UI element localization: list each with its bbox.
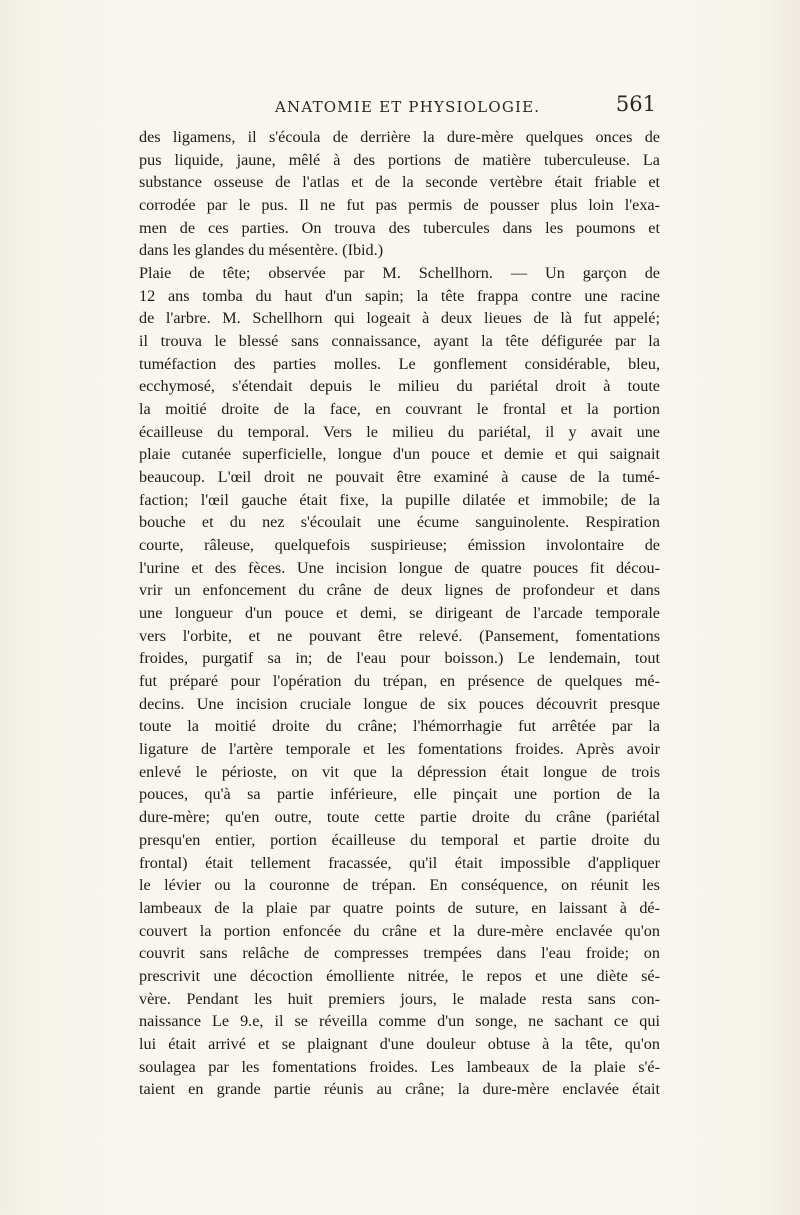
- text-line: ligature de l'artère temporale et les fomentations froides. Après avoir: [139, 740, 660, 759]
- text-line: couvert la portion enfoncée du crâne et la dure-mère enclavée qu'on: [139, 921, 660, 940]
- text-line: prescrivit une décoction émolliente nitrée, le repos et une diète sé-: [139, 966, 660, 985]
- text-line: faction; l'œil gauche était fixe, la pupille dilatée et immobile; de la: [139, 490, 660, 509]
- page-header: [140, 92, 660, 122]
- text-line: dans les glandes du mésentère. (Ibid.): [139, 241, 384, 260]
- text-line: beaucoup. L'œil droit ne pouvait être examiné à cause de la tumé-: [139, 468, 660, 487]
- text-line: Plaie de tête; observée par M. Schellhorn. — Un garçon de: [139, 264, 660, 283]
- text-line: pouces, qu'à sa partie inférieure, elle pinçait une portion de la: [139, 785, 660, 804]
- text-line: pus liquide, jaune, mêlé à des portions de matière tuberculeuse. La: [139, 150, 660, 169]
- text-line: soulagea par les fomentations froides. Les lambeaux de la plaie s'é-: [139, 1057, 660, 1076]
- text-line: presqu'en entier, portion écailleuse du temporal et partie droite du: [139, 830, 660, 849]
- text-line: naissance Le 9.e, il se réveilla comme d'un songe, ne sachant ce qui: [139, 1012, 660, 1031]
- text-line: des ligamens, il s'écoula de derrière la dure-mère quelques onces de: [139, 128, 660, 146]
- text-line: bouche et du nez s'écoulait une écume sanguinolente. Respiration: [139, 513, 660, 532]
- text-line: fut préparé pour l'opération du trépan, en présence de quelques mé-: [139, 672, 660, 691]
- text-line: couvrit sans relâche de compresses trempées dans l'eau froide; on: [139, 944, 660, 963]
- text-line: taient en grande partie réunis au crâne; la dure-mère enclavée était: [139, 1080, 660, 1099]
- text-line: l'urine et des fèces. Une incision longue de quatre pouces fit décou-: [139, 558, 660, 577]
- text-line: une longueur d'un pouce et demi, se dirigeant de l'arcade temporale: [139, 604, 660, 623]
- text-line: toute la moitié droite du crâne; l'hémorrhagie fut arrêtée par la: [139, 717, 660, 736]
- text-line: vère. Pendant les huit premiers jours, le malade resta sans con-: [139, 989, 660, 1008]
- text-line: froides, purgatif sa in; de l'eau pour boisson.) Le lendemain, tout: [139, 649, 660, 668]
- text-line: substance osseuse de l'atlas et de la seconde vertèbre était friable et: [139, 173, 660, 192]
- body-text: [139, 126, 660, 1101]
- text-line: plaie cutanée superficielle, longue d'un pouce et demie et qui saignait: [139, 445, 660, 464]
- text-line: 12 ans tomba du haut d'un sapin; la tête frappa contre une racine: [139, 286, 660, 305]
- text-line: il trouva le blessé sans connaissance, ayant la tête défigurée par la: [139, 332, 660, 351]
- text-line: lui était arrivé et se plaignant d'une douleur obtuse à la tête, qu'on: [139, 1034, 660, 1053]
- text-line: le lévier ou la couronne de trépan. En conséquence, on réunit les: [139, 876, 660, 895]
- text-line: corrodée par le pus. Il ne fut pas permis de pousser plus loin l'exa-: [139, 196, 660, 215]
- text-line: courte, râleuse, quelquefois suspirieuse; émission involontaire de: [139, 536, 660, 555]
- text-line: vrir un enfoncement du crâne de deux lignes de profondeur et dans: [139, 581, 660, 600]
- page-number: 561: [615, 92, 656, 116]
- text-line: la moitié droite de la face, en couvrant le frontal et la portion: [139, 400, 660, 419]
- text-line: vers l'orbite, et ne pouvant être relevé. (Pansement, fomentations: [139, 626, 660, 645]
- text-line: de l'arbre. M. Schellhorn qui logeait à deux lieues de là fut appelé;: [139, 309, 660, 328]
- text-line: decins. Une incision cruciale longue de six pouces découvrit presque: [139, 694, 660, 713]
- running-title: ANATOMIE ET PHYSIOLOGIE.: [275, 98, 541, 116]
- text-line: tuméfaction des parties molles. Le gonflement considérable, bleu,: [139, 354, 660, 373]
- text-line: dure-mère; qu'en outre, toute cette partie droite du crâne (pariétal: [139, 808, 660, 827]
- text-line: frontal) était tellement fracassée, qu'il était impossible d'appliquer: [139, 853, 660, 872]
- text-line: lambeaux de la plaie par quatre points de suture, en laissant à dé-: [139, 898, 660, 917]
- text-line: écailleuse du temporal. Vers le milieu du pariétal, il y avait une: [139, 422, 660, 441]
- text-line: enlevé le périoste, on vit que la dépression était longue de trois: [139, 762, 660, 781]
- text-line: men de ces parties. On trouva des tubercules dans les poumons et: [139, 218, 660, 237]
- text-line: ecchymosé, s'étendait depuis le milieu du pariétal droit à toute: [139, 377, 660, 396]
